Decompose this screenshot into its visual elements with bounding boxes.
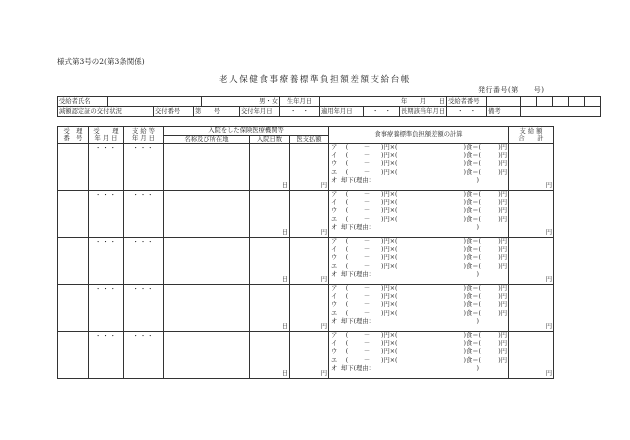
remarks-label: 備考	[487, 107, 521, 117]
calc-part: －	[363, 207, 371, 215]
calc-part: －	[363, 340, 371, 348]
calc-part: )円×(	[381, 262, 398, 270]
pay-date-cell[interactable]: ・・・	[124, 332, 164, 379]
amount-cell[interactable]: 円	[509, 144, 554, 191]
calc-part: エ	[331, 309, 338, 317]
reject-part: 却下(理由：	[341, 317, 375, 325]
table-row	[58, 191, 554, 238]
reject-part: オ	[331, 270, 338, 278]
ledger-table	[57, 126, 554, 379]
calc-line	[331, 262, 507, 270]
recipient-no-box[interactable]	[521, 97, 537, 107]
calc-part: )円	[498, 207, 507, 215]
receipt-no-cell[interactable]	[58, 238, 89, 285]
calc-part: )円×(	[381, 293, 398, 301]
long-term-date-field[interactable]: ・ ・	[447, 107, 487, 117]
receipt-date-cell[interactable]: ・・・	[89, 144, 124, 191]
apply-date-label: 適用年月日	[320, 107, 364, 117]
calc-part: ア	[331, 191, 338, 199]
calc-part: )円	[498, 238, 507, 246]
calc-part: )食＝(	[463, 152, 481, 160]
calc-part: (	[345, 144, 349, 152]
calc-line	[331, 332, 507, 340]
receipt-date-cell[interactable]: ・・・	[89, 285, 124, 332]
col-pay-date: 支 給 等 年 月 日	[124, 127, 164, 144]
calc-part: )食＝(	[463, 293, 481, 301]
calc-part: )円×(	[381, 246, 398, 254]
calc-part: －	[363, 254, 371, 262]
calc-part: (	[345, 293, 349, 301]
calc-cell[interactable]	[329, 285, 509, 332]
form-number: 様式第3号の2(第3条関係)	[57, 57, 145, 66]
days-cell[interactable]: 日	[250, 191, 290, 238]
calc-part: )食＝(	[463, 348, 481, 356]
calc-part: )円	[498, 262, 507, 270]
calc-part: )円	[498, 254, 507, 262]
calc-line	[331, 168, 507, 176]
remarks-field[interactable]	[521, 107, 601, 117]
calc-part: )円×(	[381, 340, 398, 348]
reject-close: )	[476, 317, 479, 325]
calc-part: )食＝(	[463, 262, 481, 270]
recipient-no-box[interactable]	[487, 97, 521, 107]
birth-date-label: 生年月日	[280, 97, 320, 107]
col-hospital-name: 名称及び所在地	[164, 135, 250, 144]
reject-line	[331, 317, 507, 325]
reject-close: )	[476, 364, 479, 372]
recipient-no-box[interactable]	[585, 97, 601, 107]
paid-cell[interactable]: 円	[290, 144, 329, 191]
recipient-header-table	[57, 96, 601, 117]
hospital-name-cell[interactable]	[164, 332, 250, 379]
calc-part: エ	[331, 215, 338, 223]
table-row	[58, 332, 554, 379]
calc-part: －	[363, 293, 371, 301]
reject-part: 却下(理由：	[341, 223, 375, 231]
calc-part: －	[363, 301, 371, 309]
reject-part: オ	[331, 317, 338, 325]
reject-close: )	[476, 176, 479, 184]
calc-part: －	[363, 246, 371, 254]
calc-part: －	[363, 356, 371, 364]
calc-part: )円	[498, 199, 507, 207]
calc-part: －	[363, 285, 371, 293]
calc-part: )円×(	[381, 160, 398, 168]
receipt-no-cell[interactable]	[58, 191, 89, 238]
reject-part: オ	[331, 364, 338, 372]
calc-part: －	[363, 144, 371, 152]
reject-line	[331, 364, 507, 372]
calc-part: (	[345, 356, 349, 364]
paid-cell[interactable]: 円	[290, 238, 329, 285]
amount-cell[interactable]: 円	[509, 238, 554, 285]
col-receipt-date: 受 理 年 月 日	[89, 127, 124, 144]
calc-part: (	[345, 348, 349, 356]
days-cell[interactable]: 日	[250, 144, 290, 191]
reduction-cert-label: 減額認定証の交付状況	[58, 107, 154, 117]
calc-part: )円	[498, 191, 507, 199]
calc-part: )円	[498, 293, 507, 301]
calc-line	[331, 348, 507, 356]
calc-line	[331, 246, 507, 254]
calc-part: )食＝(	[463, 254, 481, 262]
col-receipt-no: 受 理 番 号	[58, 127, 89, 144]
calc-line	[331, 356, 507, 364]
calc-part: －	[363, 332, 371, 340]
calc-part: )食＝(	[463, 301, 481, 309]
recipient-name-label: 受給者氏名	[58, 97, 108, 107]
calc-part: )円	[498, 309, 507, 317]
calc-part: ウ	[331, 160, 338, 168]
calc-part: )食＝(	[463, 340, 481, 348]
calc-part: ウ	[331, 207, 338, 215]
calc-part: )円×(	[381, 285, 398, 293]
calc-part: )食＝(	[463, 207, 481, 215]
calc-line	[331, 199, 507, 207]
pay-date-cell[interactable]: ・・・	[124, 191, 164, 238]
calc-part: )円	[498, 152, 507, 160]
calc-cell[interactable]	[329, 191, 509, 238]
calc-part: )円×(	[381, 254, 398, 262]
calc-line	[331, 309, 507, 317]
calc-part: －	[363, 348, 371, 356]
calc-part: )円×(	[381, 191, 398, 199]
calc-part: (	[345, 332, 349, 340]
receipt-date-cell[interactable]: ・・・	[89, 191, 124, 238]
calc-part: )円	[498, 285, 507, 293]
calc-part: )円×(	[381, 168, 398, 176]
calc-part: ア	[331, 332, 338, 340]
calc-part: (	[345, 340, 349, 348]
sex-field[interactable]: 男・女	[202, 97, 280, 107]
issue-no-field[interactable]	[194, 107, 240, 117]
table-row	[58, 238, 554, 285]
calc-part: イ	[331, 340, 338, 348]
calc-part: )食＝(	[463, 309, 481, 317]
calc-part: －	[363, 215, 371, 223]
calc-part: )円×(	[381, 348, 398, 356]
issue-no-label: 交付番号	[154, 107, 194, 117]
apply-date-field[interactable]: ・ ・	[364, 107, 400, 117]
col-hospital-group: 入院をした保険医療機関等	[164, 127, 329, 136]
dai-label: 第	[195, 107, 202, 115]
receipt-no-cell[interactable]	[58, 144, 89, 191]
calc-part: －	[363, 199, 371, 207]
days-cell[interactable]: 日	[250, 332, 290, 379]
issue-number: 発行番号(第 号)	[478, 86, 545, 94]
amount-cell[interactable]: 円	[509, 285, 554, 332]
calc-line	[331, 215, 507, 223]
calc-part: )円×(	[381, 199, 398, 207]
calc-part: )円	[498, 168, 507, 176]
receipt-no-cell[interactable]	[58, 332, 89, 379]
calc-line	[331, 152, 507, 160]
calc-part: －	[363, 309, 371, 317]
calc-line	[331, 191, 507, 199]
calc-part: (	[345, 246, 349, 254]
calc-line	[331, 340, 507, 348]
reject-line	[331, 176, 507, 184]
receipt-date-cell[interactable]: ・・・	[89, 238, 124, 285]
calc-part: (	[345, 262, 349, 270]
calc-part: イ	[331, 152, 338, 160]
calc-part: (	[345, 160, 349, 168]
col-amount: 支 給 額 合 計	[509, 127, 554, 144]
calc-part: )円	[498, 301, 507, 309]
col-paid: 医支払額	[290, 135, 329, 144]
calc-part: ア	[331, 144, 338, 152]
reject-part: 却下(理由：	[341, 176, 375, 184]
hospital-name-cell[interactable]	[164, 144, 250, 191]
calc-part: )食＝(	[463, 215, 481, 223]
calc-cell[interactable]	[329, 238, 509, 285]
calc-part: )食＝(	[463, 144, 481, 152]
reject-close: )	[476, 270, 479, 278]
calc-part: )円×(	[381, 215, 398, 223]
calc-part: )食＝(	[463, 356, 481, 364]
amount-cell[interactable]: 円	[509, 191, 554, 238]
pay-date-cell[interactable]: ・・・	[124, 238, 164, 285]
calc-part: )円	[498, 356, 507, 364]
recipient-no-box[interactable]	[553, 97, 569, 107]
calc-part: エ	[331, 262, 338, 270]
calc-cell[interactable]	[329, 332, 509, 379]
days-cell[interactable]: 日	[250, 285, 290, 332]
page-title: 老人保健食事療養標準負担額差額支給台帳	[219, 75, 411, 85]
calc-line	[331, 160, 507, 168]
calc-part: (	[345, 207, 349, 215]
calc-part: )食＝(	[463, 168, 481, 176]
col-days: 入院日数	[250, 135, 290, 144]
calc-part: －	[363, 152, 371, 160]
calc-part: ウ	[331, 254, 338, 262]
calc-line	[331, 254, 507, 262]
calc-part: ウ	[331, 301, 338, 309]
calc-part: (	[345, 254, 349, 262]
calc-cell[interactable]	[329, 144, 509, 191]
calc-part: (	[345, 285, 349, 293]
calc-part: )食＝(	[463, 238, 481, 246]
recipient-no-label: 受給者番号	[447, 97, 487, 107]
calc-part: )円	[498, 340, 507, 348]
reject-part: オ	[331, 223, 338, 231]
go-label: 号	[213, 107, 221, 115]
reject-line	[331, 270, 507, 278]
hospital-name-cell[interactable]	[164, 238, 250, 285]
calc-part: )円×(	[381, 152, 398, 160]
calc-part: イ	[331, 293, 338, 301]
calc-part: )円×(	[381, 309, 398, 317]
recipient-name-field[interactable]	[108, 97, 202, 107]
issue-date-label: 交付年月日	[240, 107, 280, 117]
receipt-date-cell[interactable]: ・・・	[89, 332, 124, 379]
calc-part: イ	[331, 246, 338, 254]
calc-part: イ	[331, 199, 338, 207]
calc-part: )円	[498, 332, 507, 340]
calc-part: (	[345, 191, 349, 199]
col-calc: 食事療養標準負担額差額の計算	[329, 127, 509, 144]
calc-part: (	[345, 238, 349, 246]
calc-part: )円×(	[381, 144, 398, 152]
receipt-no-cell[interactable]	[58, 285, 89, 332]
calc-part: －	[363, 160, 371, 168]
calc-part: )円×(	[381, 207, 398, 215]
issue-date-field[interactable]: ・ ・	[280, 107, 320, 117]
amount-cell[interactable]: 円	[509, 332, 554, 379]
reject-part: 却下(理由：	[341, 270, 375, 278]
pay-date-cell[interactable]: ・・・	[124, 285, 164, 332]
paid-cell[interactable]: 円	[290, 332, 329, 379]
reject-close: )	[476, 223, 479, 231]
calc-part: (	[345, 199, 349, 207]
calc-part: )食＝(	[463, 191, 481, 199]
calc-part: (	[345, 301, 349, 309]
table-row	[58, 285, 554, 332]
calc-part: )円×(	[381, 301, 398, 309]
calc-part: －	[363, 191, 371, 199]
calc-part: )円	[498, 215, 507, 223]
hospital-name-cell[interactable]	[164, 285, 250, 332]
long-term-date-label: 長期該当年月日	[401, 107, 446, 115]
calc-line	[331, 144, 507, 152]
days-cell[interactable]: 日	[250, 238, 290, 285]
calc-part: )円	[498, 348, 507, 356]
paid-cell[interactable]: 円	[290, 285, 329, 332]
calc-part: ア	[331, 238, 338, 246]
calc-part: )食＝(	[463, 160, 481, 168]
calc-part: (	[345, 215, 349, 223]
reject-line	[331, 223, 507, 231]
calc-part: )円×(	[381, 356, 398, 364]
calc-part: ア	[331, 285, 338, 293]
reject-part: 却下(理由：	[341, 364, 375, 372]
calc-part: )円	[498, 246, 507, 254]
calc-part: )食＝(	[463, 285, 481, 293]
calc-line	[331, 293, 507, 301]
calc-part: －	[363, 262, 371, 270]
calc-line	[331, 301, 507, 309]
birth-date-field[interactable]: 年 月 日	[320, 97, 447, 107]
calc-line	[331, 285, 507, 293]
calc-part: )円×(	[381, 238, 398, 246]
table-row	[58, 144, 554, 191]
calc-part: )食＝(	[463, 199, 481, 207]
reject-part: オ	[331, 176, 338, 184]
calc-part: )食＝(	[463, 246, 481, 254]
calc-part: (	[345, 309, 349, 317]
calc-part: エ	[331, 356, 338, 364]
calc-part: )円	[498, 160, 507, 168]
calc-part: )円×(	[381, 332, 398, 340]
calc-part: )円	[498, 144, 507, 152]
calc-part: )食＝(	[463, 332, 481, 340]
calc-part: －	[363, 168, 371, 176]
calc-part: －	[363, 238, 371, 246]
recipient-no-box[interactable]	[537, 97, 553, 107]
calc-line	[331, 207, 507, 215]
pay-date-cell[interactable]: ・・・	[124, 144, 164, 191]
recipient-no-box[interactable]	[569, 97, 585, 107]
calc-line	[331, 238, 507, 246]
paid-cell[interactable]: 円	[290, 191, 329, 238]
calc-part: (	[345, 168, 349, 176]
calc-part: エ	[331, 168, 338, 176]
hospital-name-cell[interactable]	[164, 191, 250, 238]
calc-part: ウ	[331, 348, 338, 356]
calc-part: (	[345, 152, 349, 160]
